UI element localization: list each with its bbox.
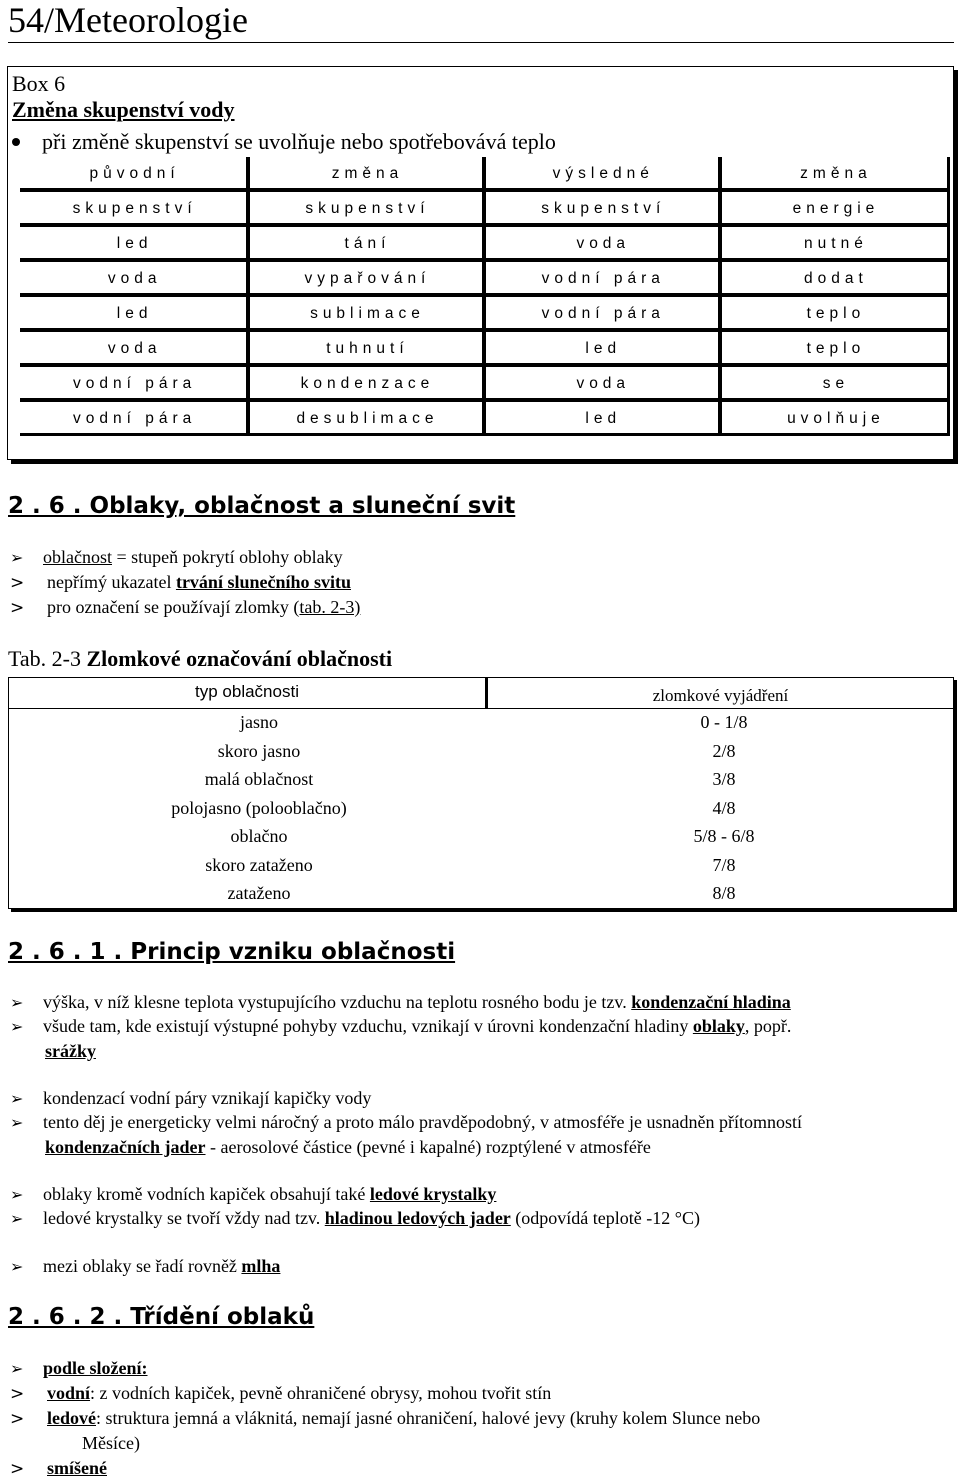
cell-fraction: 2/8 bbox=[712, 740, 736, 761]
link-smisene[interactable]: smíšené bbox=[47, 1458, 107, 1478]
phase-table-cell: skupenství bbox=[20, 192, 250, 227]
phase-table-row bbox=[20, 402, 950, 437]
cell-fraction: 3/8 bbox=[712, 769, 736, 789]
phase-table-row bbox=[20, 297, 950, 332]
section-heading-2-6-1: 2 . 6 . 1 . Princip vzniku oblačnosti bbox=[8, 939, 456, 965]
gt-bullet-icon: > bbox=[10, 1384, 25, 1404]
sub-bullet-vodni: > vodní: z vodních kapiček, pevně ohraničené obrysy, mohou tvořit stín bbox=[10, 1383, 552, 1404]
link-trvani-svitu[interactable]: trvání slunečního svitu bbox=[175, 572, 351, 592]
bullet-podle-slozeni bbox=[10, 1356, 148, 1381]
phase-table-cell: vypařování bbox=[250, 262, 485, 297]
gt-bullet-icon: > bbox=[10, 1409, 25, 1429]
arrow-bullet-icon: ➢ bbox=[10, 993, 24, 1012]
cell-type: skoro zataženo bbox=[205, 854, 313, 875]
phase-table-cell: voda bbox=[485, 227, 721, 262]
link-ledove-krystalky[interactable]: ledové krystalky bbox=[369, 1184, 497, 1204]
phase-table-cell: tání bbox=[250, 227, 485, 262]
arrow-bullet-icon: ➢ bbox=[10, 1209, 24, 1228]
bullet-oblaky-krome: ➢ oblaky kromě vodních kapiček obsahují také ledové krystalky bbox=[10, 1182, 496, 1207]
gt-bullet-icon: > bbox=[10, 573, 25, 593]
phase-table-cell: teplo bbox=[721, 297, 950, 332]
bullet-mlha: ➢ mezi oblaky se řadí rovněž mlha bbox=[10, 1254, 280, 1279]
phase-table-cell: nutné bbox=[721, 227, 950, 262]
phase-table-cell: změna bbox=[721, 157, 950, 192]
phase-table-cell: vodní pára bbox=[485, 262, 721, 297]
phase-table-cell: sublimace bbox=[250, 297, 485, 332]
link-ledove[interactable]: ledové bbox=[47, 1408, 96, 1428]
bullet-vyska: ➢ výška, v níž klesne teplota vystupujícího vzduchu na teplotu rosného bodu je tzv. kondenzační hladina bbox=[10, 990, 791, 1015]
table-row bbox=[9, 824, 953, 852]
cell-type: malá oblačnost bbox=[204, 769, 314, 789]
link-hladina-ledovych-jader[interactable]: hladinou ledových jader bbox=[324, 1208, 511, 1228]
phase-table-row bbox=[20, 262, 950, 297]
cell-type: polojasno (polooblačno) bbox=[171, 797, 347, 818]
cell-fraction: 5/8 - 6/8 bbox=[693, 826, 755, 846]
phase-table-cell: změna bbox=[250, 157, 485, 192]
link-vodni[interactable]: vodní bbox=[47, 1383, 91, 1403]
table-row bbox=[9, 710, 953, 738]
link-kondenzacnich-jader[interactable]: kondenzačních jader bbox=[45, 1137, 206, 1157]
cell-fraction: 4/8 bbox=[712, 797, 736, 818]
table-row bbox=[9, 881, 953, 909]
arrow-bullet-icon: ➢ bbox=[10, 548, 24, 567]
phase-table-row bbox=[20, 192, 950, 227]
arrow-bullet-icon: ➢ bbox=[10, 1089, 24, 1108]
phase-table-cell: tuhnutí bbox=[250, 332, 485, 367]
table-row bbox=[9, 739, 953, 767]
phase-table-cell: voda bbox=[485, 367, 721, 402]
phase-table-row bbox=[20, 157, 950, 192]
phase-table-cell: uvolňuje bbox=[721, 402, 950, 437]
phase-table-cell: voda bbox=[20, 262, 250, 297]
cell-fraction: 8/8 bbox=[712, 883, 736, 903]
cell-fraction: 0 - 1/8 bbox=[700, 712, 748, 732]
link-tab-2-3[interactable]: tab. 2-3) bbox=[299, 597, 361, 617]
cell-type: jasno bbox=[240, 712, 278, 732]
phase-table-cell: skupenství bbox=[250, 192, 485, 227]
table-row bbox=[9, 853, 953, 881]
cell-type: oblačno bbox=[230, 826, 288, 846]
link-mlha[interactable]: mlha bbox=[241, 1256, 281, 1276]
phase-table-cell: výsledné bbox=[485, 157, 721, 192]
header-zlomkove: zlomkové vyjádření bbox=[652, 686, 789, 705]
bullet-dot-icon bbox=[12, 138, 20, 146]
phase-table-cell: skupenství bbox=[485, 192, 721, 227]
arrow-bullet-icon: ➢ bbox=[10, 1017, 24, 1036]
term-oblacnost: oblačnost bbox=[43, 547, 112, 567]
phase-table-row bbox=[20, 332, 950, 367]
arrow-bullet-icon: ➢ bbox=[10, 1113, 24, 1132]
bullet-tento-dej-cont: kondenzačních jader - aerosolové částice (pevné i kapalné) rozptýlené v atmosféře bbox=[45, 1137, 651, 1157]
arrow-bullet-icon: ➢ bbox=[10, 1359, 24, 1378]
phase-table-cell: led bbox=[20, 227, 250, 262]
bullet-tento-dej: ➢ tento děj je energeticky velmi náročný a proto málo pravděpodobný, v atmosféře je usnadněn přítomností bbox=[10, 1110, 802, 1135]
phase-table-cell: kondenzace bbox=[250, 367, 485, 402]
gt-bullet-icon: > bbox=[10, 598, 25, 618]
phase-table-row bbox=[20, 367, 950, 402]
phase-table-cell: led bbox=[20, 297, 250, 332]
phase-table-cell: led bbox=[485, 402, 721, 437]
phase-table-cell: led bbox=[485, 332, 721, 367]
section-heading-2-6-2: 2 . 6 . 2 . Třídění oblaků bbox=[8, 1304, 315, 1330]
header-typ: typ oblačnosti bbox=[195, 682, 299, 701]
cell-type: skoro jasno bbox=[217, 740, 301, 761]
table-caption: Tab. 2-3 Zlomkové označování oblačnosti bbox=[8, 646, 393, 671]
sub-bullet-smisene bbox=[10, 1456, 107, 1481]
table-row bbox=[9, 796, 953, 824]
box-title: Změna skupenství vody bbox=[12, 97, 235, 122]
phase-table-cell: původní bbox=[20, 157, 250, 192]
bullet-vsude-cont bbox=[45, 1039, 96, 1063]
page-title: 54/Meteorologie bbox=[8, 0, 248, 40]
box-bullet bbox=[12, 129, 556, 155]
link-kondenzacni-hladina[interactable]: kondenzační hladina bbox=[631, 992, 791, 1012]
section-heading-2-6: 2 . 6 . Oblaky, oblačnost a sluneční svit bbox=[8, 493, 516, 519]
sub-bullet-ledove-cont: Měsíce) bbox=[82, 1433, 140, 1453]
bullet-oblacnost: ➢ oblačnost = stupeň pokrytí oblohy oblaky bbox=[10, 545, 343, 570]
phase-table-cell: desublimace bbox=[250, 402, 485, 437]
phase-table-cell: energie bbox=[721, 192, 950, 227]
box-bullet-text: při změně skupenství se uvolňuje nebo spotřebovává teplo bbox=[42, 129, 556, 154]
cell-type: zataženo bbox=[227, 883, 291, 903]
box-6 bbox=[7, 66, 954, 460]
phase-table-cell: se bbox=[721, 367, 950, 402]
link-srazky[interactable]: srážky bbox=[45, 1041, 96, 1061]
phase-table-cell: dodat bbox=[721, 262, 950, 297]
arrow-bullet-icon: ➢ bbox=[10, 1185, 24, 1204]
phase-table-cell: vodní pára bbox=[485, 297, 721, 332]
sub-bullet-zlomky: > pro označení se používají zlomky (tab. 2-3) bbox=[10, 597, 361, 618]
cloudiness-table bbox=[8, 677, 954, 909]
cell-fraction: 7/8 bbox=[712, 854, 736, 875]
sub-bullet-ukazatel: > nepřímý ukazatel trvání slunečního svitu bbox=[10, 572, 351, 593]
table-header bbox=[9, 678, 953, 709]
title-rule bbox=[8, 42, 954, 43]
sub-bullet-ledove: > ledové: struktura jemná a vláknitá, nemají jasné ohraničení, halové jevy (kruhy kolem Slunce nebo bbox=[10, 1408, 761, 1429]
link-oblaky[interactable]: oblaky bbox=[692, 1016, 745, 1036]
phase-table-cell: teplo bbox=[721, 332, 950, 367]
bullet-kondenzaci: ➢ kondenzací vodní páry vznikají kapičky vody bbox=[10, 1086, 371, 1111]
phase-table-cell: vodní pára bbox=[20, 367, 250, 402]
phase-table-cell: vodní pára bbox=[20, 402, 250, 437]
arrow-bullet-icon: ➢ bbox=[10, 1257, 24, 1276]
link-podle-slozeni[interactable]: podle složení: bbox=[43, 1358, 148, 1378]
bullet-vsude: ➢ všude tam, kde existují výstupné pohyby vzduchu, vznikají v úrovni kondenzační hladiny oblaky, popř. bbox=[10, 1014, 791, 1039]
gt-bullet-icon: > bbox=[10, 1459, 25, 1479]
phase-table-row bbox=[20, 227, 950, 262]
box-label: Box 6 bbox=[12, 71, 66, 96]
phase-table-cell: voda bbox=[20, 332, 250, 367]
table-row bbox=[9, 767, 953, 795]
bullet-ledove-krystalky: ➢ ledové krystalky se tvoří vždy nad tzv. hladinou ledových jader (odpovídá teplotě -12 °C) bbox=[10, 1206, 700, 1231]
phase-change-table bbox=[20, 157, 950, 436]
